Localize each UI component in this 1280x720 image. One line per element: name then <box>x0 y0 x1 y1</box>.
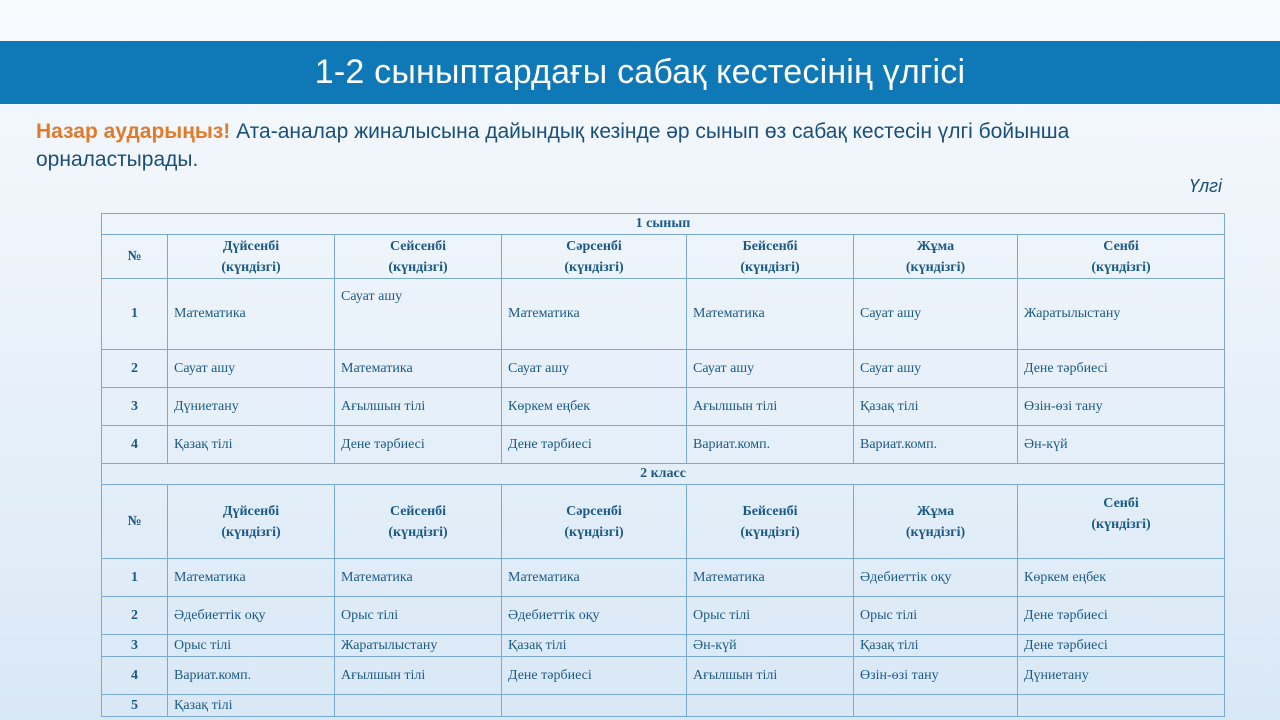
page-title: 1-2 сыныптардағы сабақ кестесінің үлгісі <box>314 53 966 91</box>
lesson-cell <box>335 695 502 717</box>
table-row <box>102 559 1225 597</box>
lesson-cell: Ән-күй <box>687 635 854 657</box>
row-number: 3 <box>102 388 168 426</box>
day-header-monday: Дүйсенбі (күндізгі) <box>168 235 335 279</box>
table-row <box>102 426 1225 464</box>
lesson-cell: Дене тәрбиесі <box>502 657 687 695</box>
day-header-monday: Дүйсенбі (күндізгі) <box>168 485 335 559</box>
lesson-cell: Математика <box>687 279 854 350</box>
lesson-cell: Сауат ашу <box>168 350 335 388</box>
lesson-cell: Көркем еңбек <box>502 388 687 426</box>
day-header-saturday: Сенбі (күндізгі) <box>1018 235 1225 279</box>
lesson-cell: Ағылшын тілі <box>687 388 854 426</box>
lesson-cell: Математика <box>502 279 687 350</box>
lesson-cell: Ағылшын тілі <box>687 657 854 695</box>
lesson-cell: Өзін-өзі тану <box>854 657 1018 695</box>
grade2-title: 2 класс <box>102 464 1225 485</box>
lesson-cell: Қазақ тілі <box>168 426 335 464</box>
attention-label: Назар аударыңыз! <box>36 120 231 143</box>
title-bar <box>0 41 1280 104</box>
lesson-cell: Сауат ашу <box>854 279 1018 350</box>
row-number: 2 <box>102 597 168 635</box>
row-number: 3 <box>102 635 168 657</box>
lesson-cell: Математика <box>502 559 687 597</box>
lesson-cell: Орыс тілі <box>168 635 335 657</box>
lesson-cell: Вариат.комп. <box>687 426 854 464</box>
lesson-cell: Вариат.комп. <box>168 657 335 695</box>
row-number: 5 <box>102 695 168 717</box>
table-row <box>102 635 1225 657</box>
table-row <box>102 279 1225 350</box>
row-number: 2 <box>102 350 168 388</box>
day-header-tuesday: Сейсенбі (күндізгі) <box>335 235 502 279</box>
row-number: 1 <box>102 559 168 597</box>
lesson-cell: Қазақ тілі <box>502 635 687 657</box>
table-row <box>102 350 1225 388</box>
lesson-cell <box>687 695 854 717</box>
day-header-thursday: Бейсенбі (күндізгі) <box>687 485 854 559</box>
lesson-cell: Математика <box>168 279 335 350</box>
lesson-cell: Көркем еңбек <box>1018 559 1225 597</box>
lesson-cell: Математика <box>335 350 502 388</box>
lesson-cell: Өзін-өзі тану <box>1018 388 1225 426</box>
day-header-wednesday: Сәрсенбі (күндізгі) <box>502 235 687 279</box>
lesson-cell: Дене тәрбиесі <box>1018 597 1225 635</box>
day-header-saturday: Сенбі (күндізгі) <box>1018 485 1225 559</box>
lesson-cell: Дене тәрбиесі <box>1018 635 1225 657</box>
lesson-cell: Сауат ашу <box>687 350 854 388</box>
lesson-cell: Сауат ашу <box>335 279 502 350</box>
lesson-cell: Математика <box>335 559 502 597</box>
lesson-cell <box>1018 695 1225 717</box>
grade1-title: 1 сынып <box>102 214 1225 235</box>
day-header-tuesday: Сейсенбі (күндізгі) <box>335 485 502 559</box>
lesson-cell: Әдебиеттік оқу <box>502 597 687 635</box>
row-number: 4 <box>102 657 168 695</box>
day-header-friday: Жұма (күндізгі) <box>854 485 1018 559</box>
lesson-cell: Орыс тілі <box>854 597 1018 635</box>
day-header-wednesday: Сәрсенбі (күндізгі) <box>502 485 687 559</box>
lesson-cell: Математика <box>168 559 335 597</box>
lesson-cell: Дене тәрбиесі <box>1018 350 1225 388</box>
lesson-cell: Орыс тілі <box>335 597 502 635</box>
lesson-cell <box>854 695 1018 717</box>
lesson-cell: Дене тәрбиесі <box>502 426 687 464</box>
table-row <box>102 597 1225 635</box>
grade1-header-row <box>102 235 1225 279</box>
lesson-cell: Дене тәрбиесі <box>335 426 502 464</box>
lesson-cell: Математика <box>687 559 854 597</box>
lesson-cell: Ән-күй <box>1018 426 1225 464</box>
sample-label: Үлгі <box>1188 176 1222 196</box>
lesson-cell: Ағылшын тілі <box>335 657 502 695</box>
lesson-cell: Қазақ тілі <box>168 695 335 717</box>
lesson-cell: Ағылшын тілі <box>335 388 502 426</box>
grade2-header-row <box>102 485 1225 559</box>
num-header: № <box>102 235 168 279</box>
table-row <box>102 695 1225 717</box>
table-row <box>102 388 1225 426</box>
schedule-table <box>101 213 1225 717</box>
lesson-cell: Дүниетану <box>1018 657 1225 695</box>
row-number: 1 <box>102 279 168 350</box>
lesson-cell: Әдебиеттік оқу <box>854 559 1018 597</box>
lesson-cell: Сауат ашу <box>854 350 1018 388</box>
lesson-cell <box>502 695 687 717</box>
notice-text: Ата-аналар жиналысына дайындық кезінде әр сынып өз сабақ кестесін үлгі бойынша орналастырады. <box>36 120 1070 171</box>
lesson-cell: Сауат ашу <box>502 350 687 388</box>
row-number: 4 <box>102 426 168 464</box>
lesson-cell: Орыс тілі <box>687 597 854 635</box>
day-header-friday: Жұма (күндізгі) <box>854 235 1018 279</box>
lesson-cell: Дүниетану <box>168 388 335 426</box>
table-row <box>102 657 1225 695</box>
num-header: № <box>102 485 168 559</box>
lesson-cell: Әдебиеттік оқу <box>168 597 335 635</box>
lesson-cell: Қазақ тілі <box>854 635 1018 657</box>
lesson-cell: Жаратылыстану <box>1018 279 1225 350</box>
day-header-thursday: Бейсенбі (күндізгі) <box>687 235 854 279</box>
lesson-cell: Қазақ тілі <box>854 388 1018 426</box>
lesson-cell: Вариат.комп. <box>854 426 1018 464</box>
notice-paragraph <box>36 118 1236 174</box>
lesson-cell: Жаратылыстану <box>335 635 502 657</box>
